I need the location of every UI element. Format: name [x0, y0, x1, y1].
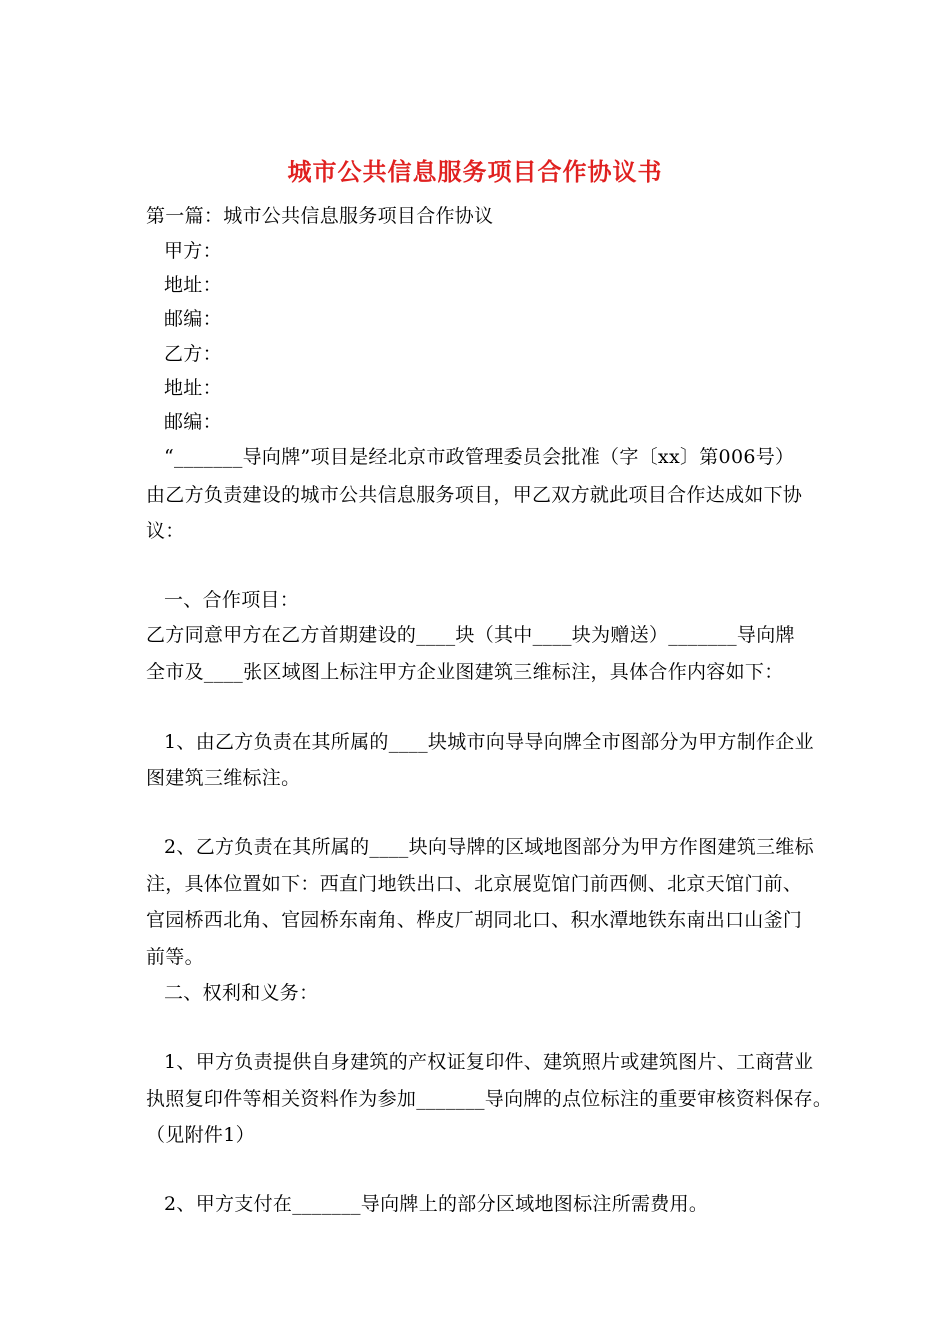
section2-item2-line: 2、甲方支付在_______导向牌上的部分区域地图标注所需费用。 [164, 1193, 709, 1215]
section2-item1-line: 执照复印件等相关资料作为参加_______导向牌的点位标注的重要审核资料保存。 [146, 1088, 833, 1110]
section1-item1-line: 1、由乙方负责在其所属的____块城市向导导向牌全市图部分为甲方制作企业 [164, 731, 814, 753]
party-a-address-label: 地址： [164, 274, 222, 296]
section1-item2-line: 2、乙方负责在其所属的____块向导牌的区域地图部分为甲方作图建筑三维标 [164, 836, 814, 858]
party-b-postcode-label: 邮编： [164, 411, 222, 433]
party-a-postcode-label: 邮编： [164, 308, 222, 330]
intro-line: 议： [146, 520, 185, 542]
section1-item2-line: 注，具体位置如下：西直门地铁出口、北京展览馆门前西侧、北京天馆门前、 [146, 873, 803, 895]
section-heading: 二、权利和义务： [164, 982, 319, 1004]
section1-item1-line: 图建筑三维标注。 [146, 767, 301, 789]
document-title: 城市公共信息服务项目合作协议书 [287, 157, 663, 186]
section-heading: 一、合作项目： [164, 589, 300, 611]
party-a-label: 甲方： [164, 240, 222, 262]
section2-item1-line: （见附件1） [146, 1124, 255, 1146]
section1-body-line: 乙方同意甲方在乙方首期建设的____块（其中____块为赠送）_______导向牌 [146, 624, 795, 646]
section1-item2-line: 官园桥西北角、官园桥东南角、桦皮厂胡同北口、积水潭地铁东南出口山釜门 [146, 909, 803, 931]
section1-item2-line: 前等。 [146, 946, 204, 968]
party-b-label: 乙方： [164, 343, 222, 365]
intro-line: “_______导向牌”项目是经北京市政管理委员会批准（字〔xx〕第006号） [164, 446, 795, 468]
party-b-address-label: 地址： [164, 377, 222, 399]
section2-item1-line: 1、甲方负责提供自身建筑的产权证复印件、建筑照片或建筑图片、工商营业 [164, 1051, 814, 1073]
subtitle: 第一篇：城市公共信息服务项目合作协议 [146, 205, 494, 227]
section1-body-line: 全市及____张区域图上标注甲方企业图建筑三维标注，具体合作内容如下： [146, 661, 784, 683]
intro-line: 由乙方负责建设的城市公共信息服务项目，甲乙双方就此项目合作达成如下协 [146, 484, 803, 506]
